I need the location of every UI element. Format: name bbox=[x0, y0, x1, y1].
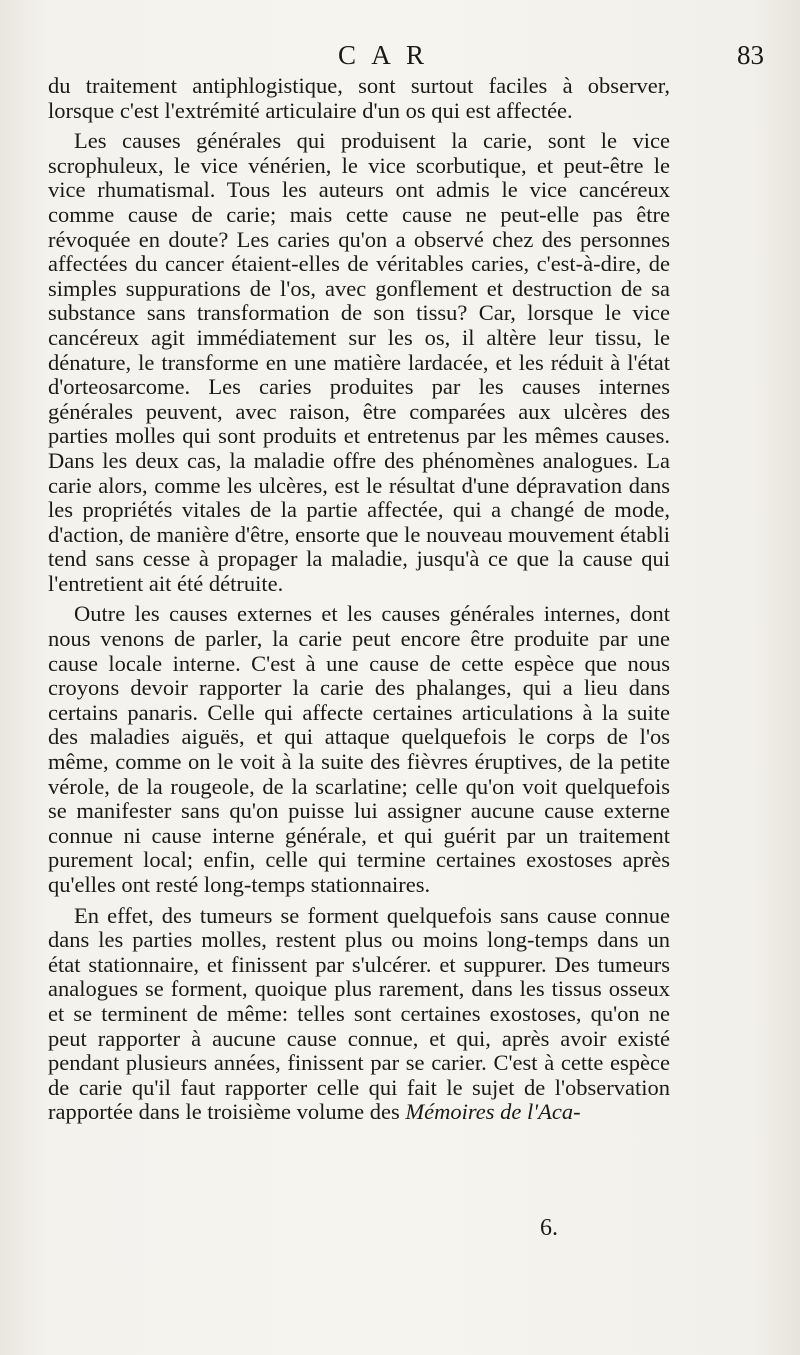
page-number: 83 bbox=[737, 40, 764, 70]
body-text bbox=[48, 74, 670, 1131]
paragraph-local-cause: Outre les causes externes et les causes générales internes, dont nous venons de parler, la carie peut encore être produite par une cause locale interne. C'est à une cause de cette espèce que nous croyons devoir rapporter la carie des phalanges, qui a lieu dans certains panaris. Celle qui affecte certaines articulations à la suite des maladies aiguës, et qui attaque quelquefois le corps de l'os même, comme on le voit à la suite des fièvres éruptives, de la petite vérole, de la rougeole, de la scarlatine; celle qu'on voit quelquefois se manifester sans qu'on puisse lui assigner aucune cause externe connue ni cause interne générale, et qui guérit par un traitement purement local; enfin, celle qui termine certaines exostoses après qu'elles ont resté long-temps stationnaires. bbox=[48, 601, 670, 897]
paragraph-tumours-text: En effet, des tumeurs se forment quelquefois sans cause connue dans les parties molles, restent plus ou moins long-temps dans un état stationnaire, et finissent par s'ulcérer. et suppurer. Des tumeurs analogues se forment, quoique plus rarement, dans les tissus osseux et se terminent de même: telles sont certaines exostoses, qu'on ne peut rapporter à aucune cause connue, et qui, après avoir existé pendant plusieurs années, finissent par se carier. C'est à cette espèce de carie qu'il faut rapporter celle qui fait le sujet de l'observation rapportée dans le troisième volume des bbox=[48, 902, 670, 1125]
paragraph-general-causes: Les causes générales qui produisent la carie, sont le vice scrophuleux, le vice vénérien, le vice scorbutique, et peut-être le vice rhumatismal. Tous les auteurs ont admis le vice cancéreux comme cause de carie; mais cette cause ne peut-elle pas être révoquée en doute? Les caries qu'on a observé chez des personnes affectées du cancer étaient-elles de véritables caries, c'est-à-dire, de simples suppurations de l'os, avec gonflement et destruction de sa substance sans transformation de son tissu? Car, lorsque le vice cancéreux agit immédiatement sur les os, il altère leur tissu, le dénature, le transforme en une matière lardacée, et les réduit à l'état d'orteosarcome. Les caries produites par les causes internes générales peuvent, avec raison, être comparées aux ulcères des parties molles qui sont produits et entretenus par les mêmes causes. Dans les deux cas, la maladie offre des phénomènes analogues. La carie alors, comme les ulcères, est le résultat d'une dépravation dans les propriétés vitales de la partie affectée, qui a changé de mode, d'action, de manière d'être, ensorte que le nouveau mouvement établi tend sans cesse à propager la maladie, jusqu'à ce que la cause qui l'entretient ait été détruite. bbox=[48, 128, 670, 596]
paragraph-tumours bbox=[48, 904, 670, 1125]
paragraph-continuation: du traitement antiphlogistique, sont surtout faciles à observer, lorsque c'est l'extrémité articulaire d'un os qui est affectée. bbox=[48, 73, 670, 123]
running-head bbox=[48, 40, 764, 74]
running-title: C A R bbox=[338, 40, 430, 70]
italic-reference: Mémoires de l'Aca- bbox=[405, 1099, 581, 1125]
signature-mark: 6. bbox=[540, 1215, 558, 1241]
